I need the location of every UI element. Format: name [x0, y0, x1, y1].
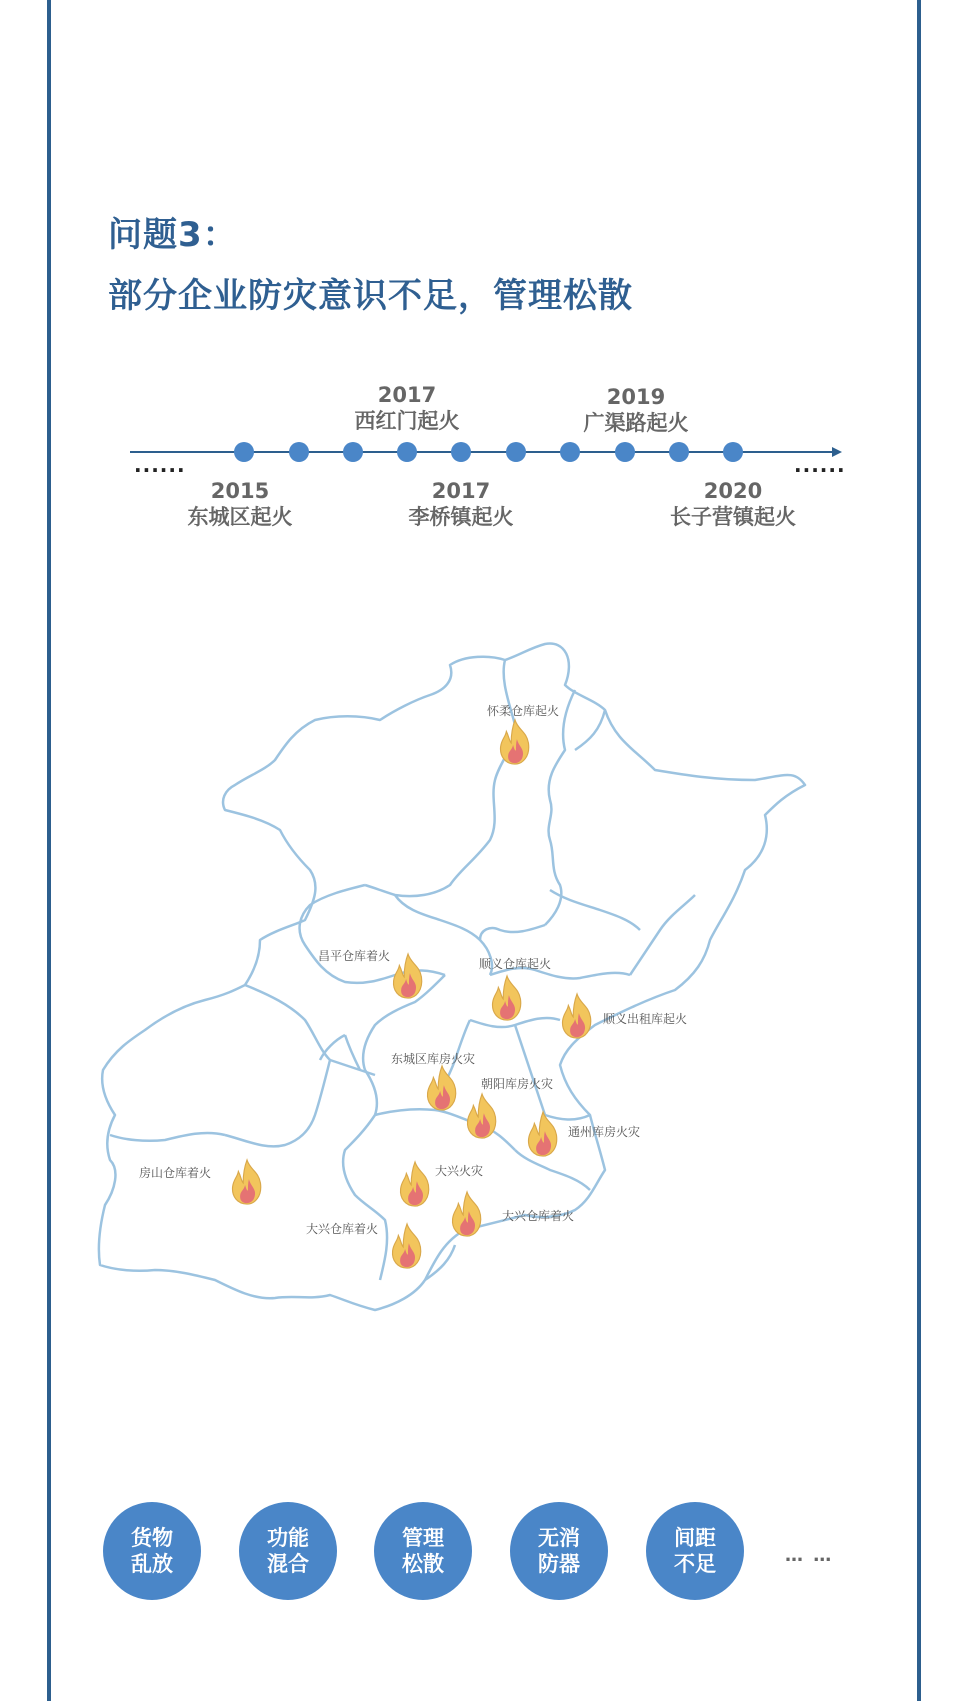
map-label: 大兴仓库着火: [501, 1209, 575, 1223]
timeline-dot: [289, 442, 309, 462]
map-label: 东城区库房火灾: [390, 1052, 476, 1066]
problem-circle-no-extinguishers: [510, 1502, 608, 1600]
timeline-year: 2015: [210, 479, 270, 503]
timeline-dot: [615, 442, 635, 462]
timeline-dot: [669, 442, 689, 462]
timeline-dot: [234, 442, 254, 462]
fire-icon: [452, 1192, 480, 1236]
timeline-dot: [397, 442, 417, 462]
problem-line-1: 功能: [267, 1526, 309, 1550]
timeline-event-above: [307, 382, 507, 434]
problem-title: 部分企业防灾意识不足，管理松散: [108, 276, 633, 316]
timeline-event-label: 广渠路起火: [583, 411, 689, 435]
timeline-event-below: [361, 478, 561, 530]
problem-line-1: 货物: [131, 1526, 173, 1550]
map-label: 大兴仓库着火: [305, 1222, 379, 1236]
problem-line-2: 防器: [538, 1552, 580, 1576]
frame-right-border: [917, 0, 921, 1701]
map-label: 顺义出租库起火: [602, 1012, 688, 1026]
more-problems-ellipsis: … …: [785, 1545, 834, 1566]
fire-icon: [528, 1112, 556, 1156]
problem-line-2: 松散: [402, 1552, 444, 1576]
timeline-event-label: 李桥镇起火: [408, 505, 514, 529]
map-outline: [99, 643, 805, 1310]
problem-line-1: 管理: [402, 1526, 444, 1550]
timeline-event-above: [536, 384, 736, 436]
fire-icon: [232, 1160, 260, 1204]
problem-line-1: 无消: [538, 1526, 580, 1550]
timeline-event-below: [140, 478, 340, 530]
map-label: 通州库房火灾: [567, 1125, 641, 1139]
fire-icon: [392, 1224, 420, 1268]
timeline-year: 2017: [431, 479, 491, 503]
fire-icon: [427, 1066, 455, 1110]
timeline-event-label: 东城区起火: [187, 505, 293, 529]
map-label: 大兴火灾: [434, 1164, 484, 1178]
timeline-year: 2017: [377, 383, 437, 407]
problem-circle-insufficient-spacing: [646, 1502, 744, 1600]
map-label: 怀柔仓库起火: [486, 704, 560, 718]
timeline-dot: [451, 442, 471, 462]
problem-circle-goods-disorder: [103, 1502, 201, 1600]
map-label: 朝阳库房火灾: [480, 1077, 554, 1091]
timeline-event-below: [633, 478, 833, 530]
problem-line-2: 不足: [674, 1552, 716, 1576]
timeline-event-label: 长子营镇起火: [670, 505, 796, 529]
timeline-right-ellipsis: ······: [794, 458, 846, 482]
problem-line-2: 混合: [267, 1552, 309, 1576]
timeline-dot: [560, 442, 580, 462]
map-label: 顺义仓库起火: [478, 957, 552, 971]
frame-left-border: [47, 0, 51, 1701]
timeline-arrow-icon: [832, 447, 842, 457]
fire-icon: [400, 1162, 428, 1206]
timeline-year: 2020: [703, 479, 763, 503]
problem-line-2: 乱放: [131, 1552, 173, 1576]
timeline-event-label: 西红门起火: [354, 409, 460, 433]
problem-line-1: 间距: [674, 1526, 716, 1550]
timeline-dot: [506, 442, 526, 462]
problem-circle-loose-management: [374, 1502, 472, 1600]
fire-icon: [467, 1094, 495, 1138]
fire-icon: [562, 994, 590, 1038]
timeline-left-ellipsis: ······: [134, 458, 186, 482]
beijing-district-map: [95, 630, 885, 1420]
fire-icon: [492, 976, 520, 1020]
fire-icon: [500, 720, 528, 764]
fire-icon: [393, 954, 421, 998]
timeline-year: 2019: [606, 385, 666, 409]
problem-number-heading: 问题3：: [108, 215, 238, 255]
map-label: 房山仓库着火: [138, 1166, 212, 1180]
incident-timeline: [0, 370, 968, 540]
problem-circle-mixed-functions: [239, 1502, 337, 1600]
map-label: 昌平仓库着火: [317, 949, 391, 963]
timeline-dot: [723, 442, 743, 462]
timeline-dot: [343, 442, 363, 462]
